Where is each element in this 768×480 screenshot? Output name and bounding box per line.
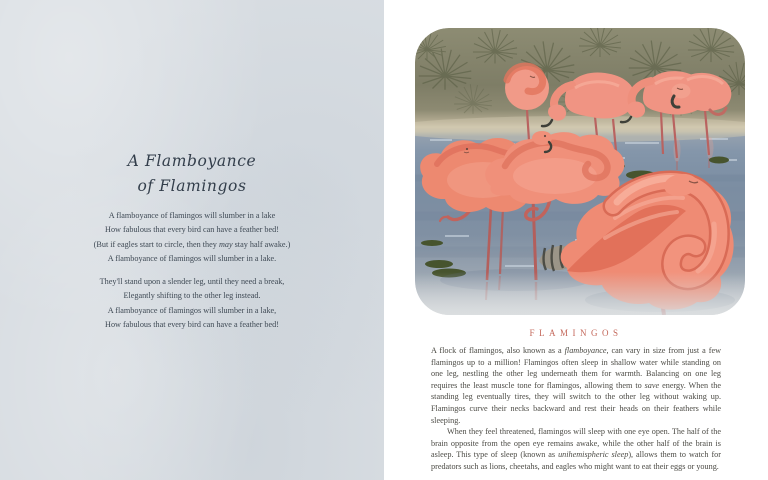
poem-title — [0, 149, 384, 199]
flamingo-illustration — [415, 28, 745, 315]
italic-term: flamboyance — [564, 346, 607, 355]
bottom-fade — [415, 272, 745, 315]
poem-line — [0, 238, 384, 252]
fact-paragraph-1 — [431, 345, 721, 426]
text-segment: A flamboyance of flamingos will slumber in a lake, — [107, 305, 277, 315]
poem-line — [0, 209, 384, 223]
poem-line — [0, 289, 384, 303]
poem-line — [0, 252, 384, 266]
poem-line — [0, 304, 384, 318]
poem-title-line2: of Flamingos — [137, 177, 247, 195]
text-segment: How fabulous that every bird can have a feather bed! — [105, 225, 279, 235]
text-segment: A flock of flamingos, also known as a — [431, 346, 565, 355]
poem-line — [0, 318, 384, 332]
poem — [0, 0, 384, 332]
text-segment: They'll stand upon a slender leg, until they need a break, — [99, 277, 285, 287]
italic-word: may — [218, 239, 233, 249]
italic-term: save — [644, 380, 660, 390]
text-segment: ), allows them to watch for predators such as lions, cheetahs, and eagles who might want to eat their eggs or young. — [431, 450, 721, 471]
flamingo-illustration-frame — [415, 28, 745, 315]
text-segment: A flamboyance of flamingos will slumber in a lake — [108, 211, 276, 220]
text-segment: When they feel threatened, flamingos will sleep with one eye open. The half of the brain opposite from the open eye remains awake, while the other half of the brain is asleep. This type of sleep (known as — [431, 427, 721, 460]
text-segment: Elegantly shifting to the other leg instead. — [123, 291, 261, 301]
text-segment: (But if eagles start to circle, then they — [93, 239, 219, 249]
poem-line — [0, 223, 384, 237]
text-segment: A flamboyance of flamingos will slumber in a lake. — [107, 253, 277, 263]
fact-paragraph-2 — [431, 426, 721, 472]
text-segment: How fabulous that every bird can have a feather bed! — [105, 320, 279, 330]
text-segment: , can vary in size from just a few flamingos up to a million! Flamingos often sleep in shallow water while standing on one leg, nestling the other leg underneath them for warmth. Balancing on one leg requires the least muscle tone for flamingos, allowing them to — [431, 346, 721, 390]
poem-title-line1: A Flamboyance — [127, 152, 257, 170]
poem-line — [0, 275, 384, 289]
text-segment: stay half awake.) — [232, 239, 291, 249]
poem-stanza-2 — [0, 275, 384, 332]
text-segment: energy. When the standing leg eventually tires, they will switch to the other leg without waking up. Flamingos curve their necks backward and rest their heads on their feathers while sleeping. — [431, 380, 721, 425]
right-page — [384, 0, 768, 480]
italic-term: unihemispheric sleep — [558, 450, 629, 460]
section-heading: FLAMINGOS — [529, 328, 623, 338]
poem-stanza-1 — [0, 209, 384, 266]
